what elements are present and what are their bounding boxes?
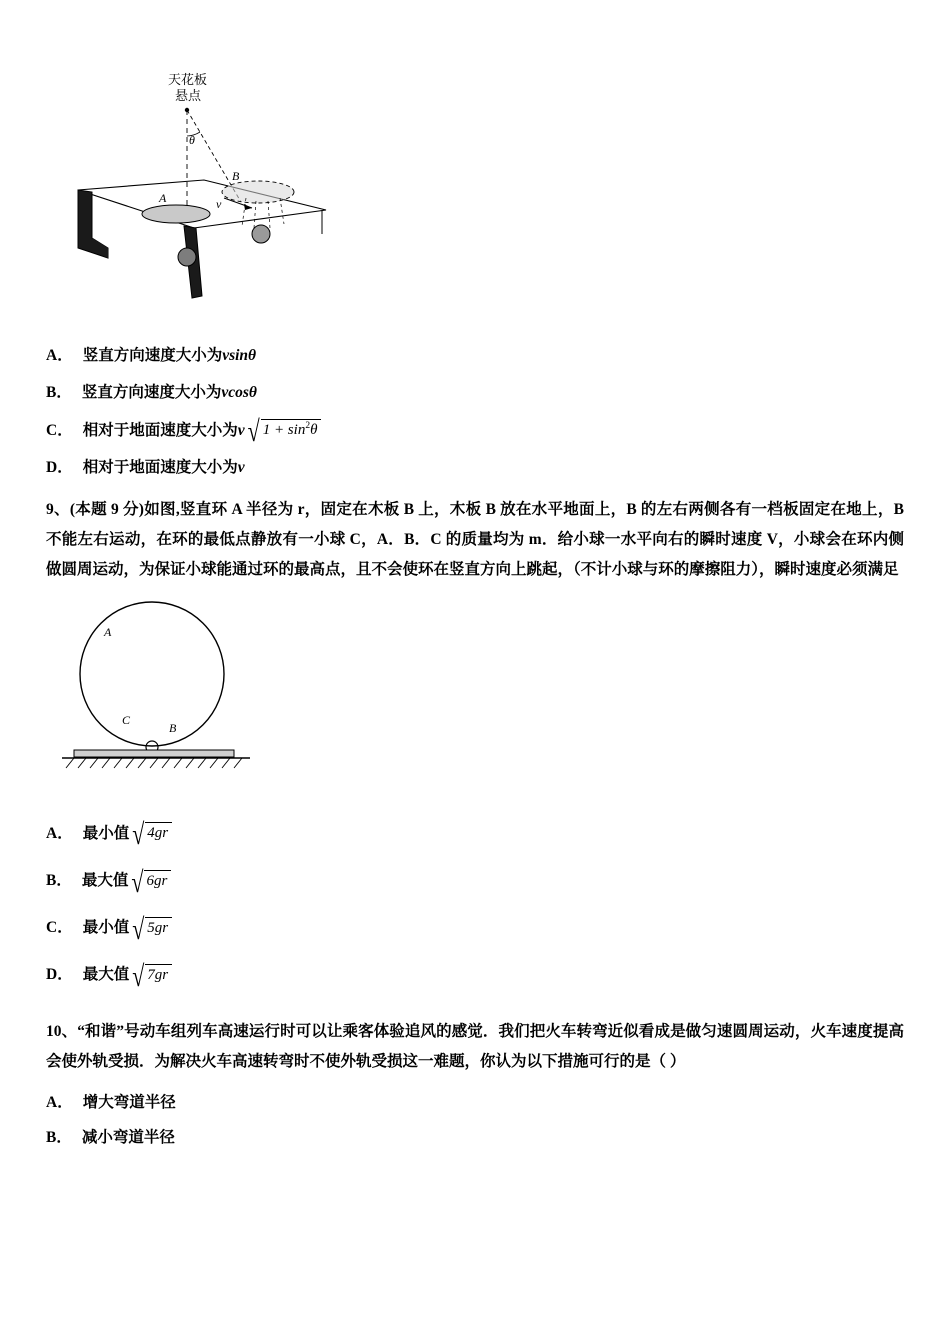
question-10-paragraph <box>46 1017 904 1077</box>
option-b-q9 <box>46 864 904 899</box>
option-b-math: vcosθ <box>221 384 257 402</box>
figure-pendulum-on-table <box>46 62 904 330</box>
option-a-q10 <box>46 1090 904 1112</box>
question-9-paragraph <box>46 495 904 586</box>
question-10-text: “和谐”号动车组列车高速运行时可以让乘客体验追风的感觉．我们把火车转弯近似看成是做匀速圆周运动，火车速度提高会使外轨受损．为解决火车高速转弯时不使外轨受损这一难题，你认为以下措施可行的是（ ） <box>46 1022 904 1070</box>
label-ceiling: 天花板 <box>168 72 208 87</box>
option-d-q9-text: 最大值 <box>82 966 130 984</box>
option-d-q9-radical <box>132 958 172 993</box>
option-d-q9-label: D． <box>46 966 73 984</box>
option-a-q9-radical <box>132 817 172 851</box>
figure-pendulum-svg <box>56 62 386 324</box>
option-a-q10-text: 增大弯道半径 <box>82 1094 176 1112</box>
radical-body: 4gr <box>145 822 172 844</box>
option-d-label: D． <box>46 458 73 476</box>
radical-sign-icon: √ <box>132 911 145 946</box>
option-b-q10 <box>46 1125 904 1147</box>
option-c-q9-radical <box>132 911 172 946</box>
figure-ring-svg <box>54 592 294 797</box>
label-hangpoint: 悬点 <box>175 88 202 103</box>
question-9-number: 9、 <box>46 501 70 518</box>
option-d-q8 <box>46 456 904 479</box>
option-b-q9-text: 最大值 <box>81 871 129 889</box>
option-c-q9 <box>46 911 904 946</box>
option-c-radical <box>247 413 322 448</box>
option-b-label: B． <box>46 384 72 402</box>
radical-sign-icon: √ <box>132 817 145 851</box>
option-c-q8 <box>46 413 904 448</box>
radicand-exponent: 2 <box>305 421 311 432</box>
option-a-math: vsinθ <box>222 347 257 364</box>
radical-sign-icon: √ <box>247 413 260 448</box>
option-b-q8 <box>46 381 904 404</box>
option-c-label: C． <box>46 421 73 439</box>
option-d-text: 相对于地面速度大小为 <box>82 458 238 476</box>
question-10-number: 10、 <box>46 1022 78 1040</box>
radical-body: 7gr <box>145 964 172 986</box>
option-b-q10-text: 减小弯道半径 <box>81 1129 175 1147</box>
label-point-b: B <box>232 169 240 183</box>
option-a-q10-label: A． <box>46 1094 73 1112</box>
option-b-q9-radical <box>131 864 171 899</box>
option-d-q9 <box>46 958 904 993</box>
option-c-q9-text: 最小值 <box>82 919 130 937</box>
label-ring-c: C <box>122 712 131 727</box>
radicand-part2: θ <box>310 422 318 439</box>
option-a-q9-text: 最小值 <box>82 824 130 842</box>
radical-body <box>261 419 322 441</box>
question-9-text: 如图,竖直环 A 半径为 r，固定在木板 B 上，木板 B 放在水平地面上，B 的左右两侧各有一档板固定在地上，B 不能左右运动，在环的最低点静放有一小球 C，A．B．C 的质量均为 m．给小球一水平向右的瞬时速度 V，小球会在环内侧做圆周运动，为保证小球能通过环的最高点，且不会使环在竖直方向上跳起，（不计小球与环的摩擦阻力），瞬时速度必须满足 <box>46 501 904 579</box>
option-a-text: 竖直方向速度大小为 <box>82 347 223 364</box>
label-ring-b: B <box>169 720 177 735</box>
radical-body: 6gr <box>144 870 171 892</box>
radicand-part1: 1 + sin <box>262 422 306 439</box>
radical-sign-icon: √ <box>132 958 145 993</box>
label-point-a: A <box>159 191 167 205</box>
radical-body: 5gr <box>145 917 172 939</box>
option-d-math: v <box>237 458 245 476</box>
question-9-prefix: (本题 9 分) <box>69 501 144 518</box>
option-a-label: A． <box>46 347 73 364</box>
option-b-text: 竖直方向速度大小为 <box>81 384 222 402</box>
option-b-q10-label: B． <box>46 1129 72 1147</box>
option-a-q9 <box>46 817 904 851</box>
label-velocity: v <box>216 197 222 211</box>
option-c-q9-label: C． <box>46 919 73 937</box>
label-ring-a: A <box>104 624 112 639</box>
option-a-q8 <box>46 344 904 367</box>
label-theta: θ <box>189 133 195 147</box>
figure-ring-on-board <box>46 592 904 802</box>
option-c-variable: v <box>237 421 245 439</box>
option-c-text: 相对于地面速度大小为 <box>82 421 238 439</box>
radical-sign-icon: √ <box>131 864 144 899</box>
option-a-q9-label: A． <box>46 824 73 842</box>
option-b-q9-label: B． <box>46 871 72 889</box>
